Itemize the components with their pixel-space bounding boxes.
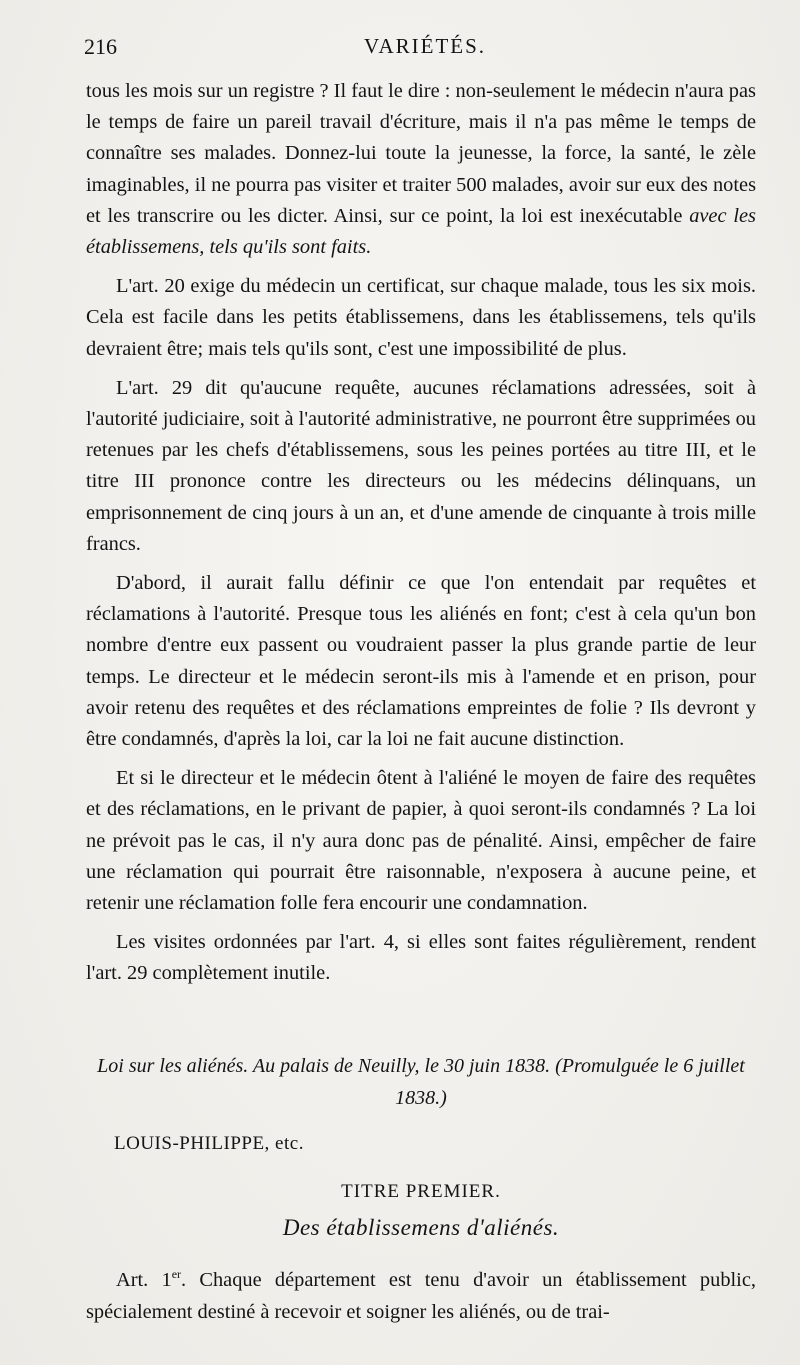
paragraph-3: L'art. 29 dit qu'aucune requête, aucunes réclamations adressées, soit à l'autorité judiciaire, soit à l'autorité administrative, ne pourront être supprimées ou retenues par les chefs d'établissemens, sous les peines portées au titre III, et le titre III prononce contre les directeurs ou les médecins délinquans, un emprisonnement de cinq jours à un an, et d'une amende de cinquante à trois mille francs. (86, 376, 756, 555)
paragraph-1-text: tous les mois sur un registre ? Il faut le dire : non-seulement le médecin n'aura pas le temps de faire un pareil travail d'écriture, mais il n'a pas même le temps de connaître ses malades. Donnez-lui toute la jeunesse, la force, la santé, le zèle imaginables, il ne pourra pas visiter et traiter 500 malades, avoir sur eux des notes et les transcrire ou les dicter. Ainsi, sur ce point, la loi est inexécutable (86, 80, 756, 227)
law-heading: Loi sur les aliénés. Au palais de Neuilly, le 30 juin 1838. (Promulguée le 6 juillet 1838.) (97, 1055, 745, 1109)
page-header (84, 28, 756, 64)
titre-heading: TITRE PREMIER. (341, 1181, 501, 1202)
paragraph-6: Les visites ordonnées par l'art. 4, si elles sont faites régulièrement, rendent l'art. 29 complètement inutile. (86, 931, 756, 985)
running-head: VARIÉTÉS. (364, 34, 487, 58)
article-label: Art. 1 (116, 1268, 172, 1291)
article-1 (86, 1258, 756, 1328)
article-sup: er (171, 1267, 182, 1281)
paragraph-1-emphasis: avec les établissemens, tels qu'ils sont faits. (86, 204, 756, 259)
paragraph-2: L'art. 20 exige du médecin un certificat, sur chaque malade, tous les six mois. Cela est facile dans les petits établissemens, dans les établissemens, tels qu'ils devraient être; mais tels qu'ils sont, c'est une impossibilité de plus. (86, 275, 756, 360)
body-text (86, 76, 756, 998)
titre-subheading: Des établissemens d'aliénés. (282, 1215, 560, 1240)
paragraph-1 (86, 76, 756, 263)
page-number: 216 (84, 34, 117, 59)
article-text: . Chaque département est tenu d'avoir un établissement public, spécialement destiné à recevoir et soigner les aliénés, ou de trai- (86, 1268, 756, 1323)
paragraph-4: D'abord, il aurait fallu définir ce que l'on entendait par requêtes et réclamations à l'autorité. Presque tous les aliénés en font; c'est à cela qu'un bon nombre d'entre eux passent ou voudraient passer la plus grande partie de leur temps. Le directeur et le médecin seront-ils mis à l'amende et en prison, pour avoir retenu des requêtes et des réclamations empreintes de folie ? Ils devront y être condamnés, d'après la loi, car la loi ne fait aucune distinction. (86, 572, 756, 751)
law-section (86, 1050, 756, 1328)
king-line: LOUIS-PHILIPPE, etc. (114, 1133, 304, 1154)
paragraph-5: Et si le directeur et le médecin ôtent à l'aliéné le moyen de faire des requêtes et des réclamations, en le privant de papier, à quoi seront-ils condamnés ? La loi ne prévoit pas le cas, il n'y aura donc pas de pénalité. Ainsi, empêcher de faire une réclamation qui pourrait être raisonnable, n'exposera à aucune peine, et retenir une réclamation folle fera encourir une condamnation. (86, 767, 756, 915)
